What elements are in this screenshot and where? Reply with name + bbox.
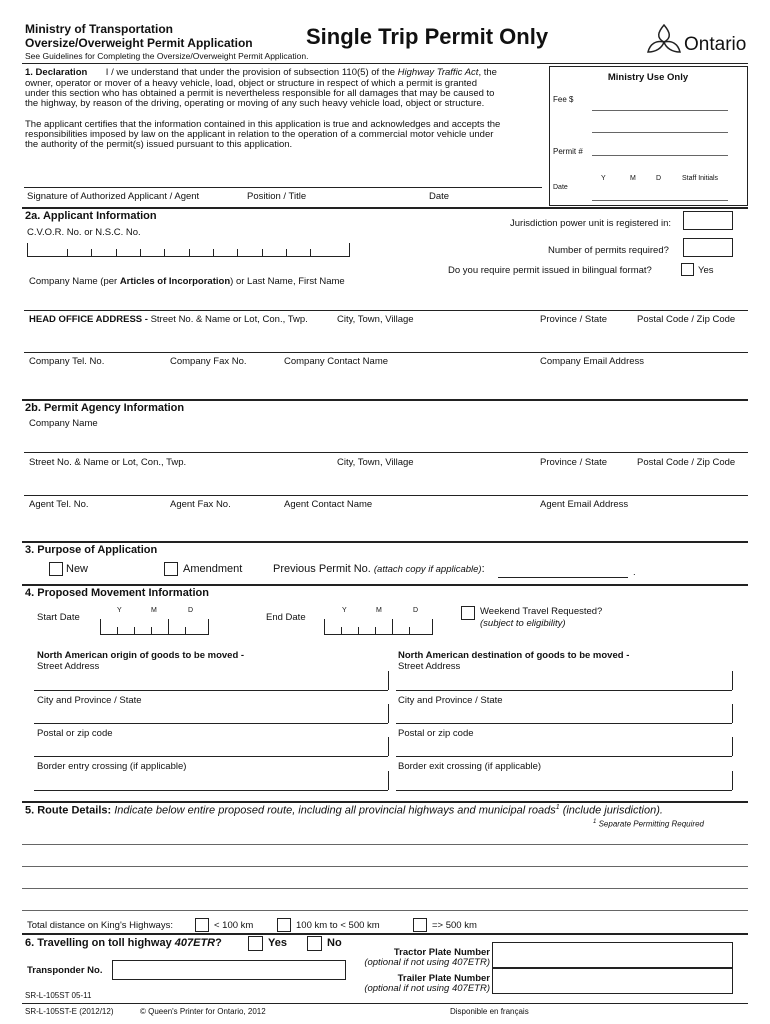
previous-permit-dot: . — [633, 567, 636, 578]
cvor-tick — [164, 249, 165, 257]
form-name: Oversize/Overweight Permit Application — [25, 36, 253, 50]
distance-100-500-label: 100 km to < 500 km — [296, 920, 380, 931]
tractor-plate-input[interactable] — [492, 942, 733, 968]
origin-field-input[interactable] — [34, 738, 388, 756]
eligibility-note: (subject to eligibility) — [480, 618, 566, 629]
agency-postal-label: Postal Code / Zip Code — [637, 457, 736, 468]
head-office-label: HEAD OFFICE ADDRESS - Street No. & Name or Lot, Con., Twp. — [29, 314, 308, 325]
destination-city-label: City and Province / State — [398, 695, 503, 706]
destination-field-input[interactable] — [396, 672, 732, 690]
ontario-logo — [644, 22, 747, 58]
fee-label: Fee $ — [553, 95, 574, 104]
origin-postal-label: Postal or zip code — [37, 728, 113, 739]
destination-heading: North American destination of goods to be moved - — [398, 650, 630, 661]
date-tick — [168, 619, 169, 635]
queens-printer: © Queen's Printer for Ontario, 2012 — [140, 1007, 266, 1016]
destination-street-label: Street Address — [398, 661, 461, 672]
weekend-travel-checkbox[interactable] — [461, 606, 475, 620]
num-permits-input[interactable] — [683, 238, 733, 257]
toll-yes-checkbox[interactable] — [248, 936, 263, 951]
amendment-label: Amendment — [183, 563, 243, 575]
bilingual-yes-label: Yes — [698, 265, 714, 276]
end-date-label: End Date — [266, 612, 306, 623]
declaration-line2: owner, operator or mover of a heavy vehicle, load, object or structure in respect of which a permit is granted — [25, 78, 478, 89]
agency-street-label: Street No. & Name or Lot, Con., Twp. — [29, 457, 187, 468]
ministry-m-label: M — [630, 175, 636, 182]
applicant-heading: 2a. Applicant Information — [25, 210, 157, 222]
form-code-old: SR-L-105ST 05-11 — [25, 991, 92, 1000]
french-available: Disponible en français — [450, 1007, 529, 1016]
end-m-label: M — [376, 607, 382, 614]
route-footnote: $^1$ Separate Permitting Required — [593, 819, 704, 829]
origin-street-label: Street Address — [37, 661, 100, 672]
origin-field-input[interactable] — [34, 705, 388, 723]
distance-over-500-checkbox[interactable] — [413, 918, 427, 932]
company-fax-label: Company Fax No. — [170, 356, 247, 367]
form-code: SR-L-105ST-E (2012/12) — [25, 1007, 114, 1016]
origin-city-label: City and Province / State — [37, 695, 142, 706]
agent-fax-label: Agent Fax No. — [170, 499, 231, 510]
cvor-tick — [262, 249, 263, 257]
start-d-label: D — [188, 607, 194, 614]
purpose-heading: 3. Purpose of Application — [25, 544, 158, 556]
origin-field-input[interactable] — [34, 772, 388, 790]
destination-postal-label: Postal or zip code — [398, 728, 474, 739]
cvor-tick — [116, 249, 117, 257]
certify-line1: The applicant certifies that the information contained in this application is true and acknowledges and accepts the — [25, 119, 501, 130]
date-label: Date — [429, 191, 450, 202]
cvor-tick — [189, 249, 190, 257]
certify-line2: responsibilities imposed by law on the applicant in relation to the operation of a commercial motor vehicle under — [25, 129, 494, 140]
cvor-tick — [27, 243, 28, 257]
destination-field-input[interactable] — [396, 772, 732, 790]
transponder-input[interactable] — [112, 960, 346, 980]
agent-tel-label: Agent Tel. No. — [29, 499, 89, 510]
date-tick — [151, 627, 152, 635]
cvor-input[interactable] — [27, 243, 349, 257]
ministry-y-label: Y — [601, 175, 606, 182]
cvor-tick — [349, 243, 350, 257]
permit-label: Permit # — [553, 147, 583, 156]
distance-over-500-label: => 500 km — [432, 920, 477, 931]
agency-address-input[interactable] — [24, 470, 744, 495]
previous-permit-input[interactable] — [498, 564, 628, 578]
jurisdiction-label: Jurisdiction power unit is registered in: — [510, 218, 672, 229]
tractor-plate-note: (optional if not using 407ETR) — [364, 957, 490, 968]
company-name-input[interactable] — [24, 290, 744, 310]
cvor-tick — [310, 249, 311, 257]
date-tick — [341, 627, 342, 635]
ministry-name: Ministry of Transportation — [25, 22, 174, 36]
date-tick — [208, 619, 209, 635]
toll-no-label: No — [327, 937, 342, 949]
cvor-label: C.V.O.R. No. or N.S.C. No. — [27, 227, 141, 238]
position-title-label: Position / Title — [247, 191, 307, 202]
date-tick — [134, 627, 135, 635]
toll-yes-label: Yes — [268, 937, 287, 949]
date-tick — [185, 627, 186, 635]
transponder-label: Transponder No. — [27, 965, 103, 976]
end-y-label: Y — [342, 607, 347, 614]
logo-text: Ontario — [684, 34, 747, 55]
head-office-province-label: Province / State — [540, 314, 608, 325]
page-title: Single Trip Permit Only — [306, 24, 549, 49]
ministry-use-title: Ministry Use Only — [607, 72, 689, 83]
date-tick — [375, 627, 376, 635]
previous-permit-label: Previous Permit No. (attach copy if applicable): — [273, 563, 485, 575]
border-exit-label: Border exit crossing (if applicable) — [398, 761, 542, 772]
company-tel-label: Company Tel. No. — [29, 356, 105, 367]
head-office-city-label: City, Town, Village — [337, 314, 414, 325]
agency-province-label: Province / State — [540, 457, 608, 468]
agency-company-input[interactable] — [24, 430, 744, 452]
movement-heading: 4. Proposed Movement Information — [25, 587, 209, 599]
cvor-tick — [286, 249, 287, 257]
cvor-tick — [91, 249, 92, 257]
date-tick — [392, 619, 393, 635]
origin-heading: North American origin of goods to be moved - — [37, 650, 245, 661]
start-m-label: M — [151, 607, 157, 614]
trailer-plate-label: Trailer Plate Number — [397, 973, 490, 984]
distance-100-500-checkbox[interactable] — [277, 918, 291, 932]
distance-under-100-label: < 100 km — [214, 920, 254, 931]
staff-initials-label: Staff Initials — [682, 175, 719, 182]
company-contact-row-input[interactable] — [24, 370, 744, 398]
agent-contact-label: Agent Contact Name — [284, 499, 373, 510]
route-heading: 5. Route Details: Indicate below entire proposed route, including all provincial highways and municipal roads$^1$ (include jurisdiction). — [25, 804, 663, 817]
guidelines-note: See Guidelines for Completing the Oversize/Overweight Permit Application. — [25, 51, 309, 61]
signature-label: Signature of Authorized Applicant / Agent — [27, 191, 200, 202]
new-label: New — [66, 563, 89, 575]
end-d-label: D — [413, 607, 419, 614]
date-tick — [117, 627, 118, 635]
cvor-tick — [213, 249, 214, 257]
company-contact-label: Company Contact Name — [284, 356, 389, 367]
date-tick — [358, 627, 359, 635]
route-details-input[interactable] — [22, 830, 748, 912]
agent-email-label: Agent Email Address — [540, 499, 629, 510]
declaration-line1: 1. Declaration I / we understand that under the provision of subsection 110(5) of the Highway Traffic Act, the — [25, 67, 497, 78]
date-tick — [100, 619, 101, 635]
certify-line3: the authority of the permit(s) issued pursuant to this application. — [25, 139, 293, 150]
distance-under-100-checkbox[interactable] — [195, 918, 209, 932]
start-date-label: Start Date — [37, 612, 80, 623]
signature-field[interactable] — [24, 163, 540, 187]
bilingual-checkbox[interactable] — [681, 263, 694, 276]
head-office-postal-label: Postal Code / Zip Code — [637, 314, 736, 325]
date-tick — [324, 619, 325, 635]
trillium-icon — [644, 22, 684, 56]
agency-company-label: Company Name — [29, 418, 98, 429]
agency-city-label: City, Town, Village — [337, 457, 414, 468]
ministry-use-box — [549, 66, 748, 206]
destination-field-input[interactable] — [396, 738, 732, 756]
weekend-travel-label: Weekend Travel Requested? — [480, 606, 603, 617]
trailer-plate-note: (optional if not using 407ETR) — [364, 983, 490, 994]
border-entry-label: Border entry crossing (if applicable) — [37, 761, 187, 772]
tractor-plate-label: Tractor Plate Number — [393, 947, 490, 958]
company-name-label: Company Name (per Articles of Incorporation) or Last Name, First Name — [29, 276, 345, 287]
head-office-address-input[interactable] — [24, 326, 744, 352]
toll-no-checkbox[interactable] — [307, 936, 322, 951]
cvor-tick — [140, 249, 141, 257]
num-permits-label: Number of permits required? — [548, 245, 669, 256]
start-y-label: Y — [117, 607, 122, 614]
ministry-date-label: Date — [553, 184, 568, 191]
amendment-checkbox[interactable] — [164, 562, 178, 576]
declaration-line4: the highway, by reason of the driving, operating or moving of any such heavy vehicle load, object or structure. — [25, 98, 485, 109]
distance-label: Total distance on King's Highways: — [27, 920, 173, 931]
agent-contact-row-input[interactable] — [24, 512, 744, 540]
toll-heading: 6. Travelling on toll highway 407ETR? — [25, 937, 222, 949]
declaration-line3: under this section who has obtained a permit is nevertheless responsible for all damages that may be caused to — [25, 88, 495, 99]
date-tick — [432, 619, 433, 635]
ministry-d-label: D — [656, 175, 662, 182]
bilingual-label: Do you require permit issued in bilingual format? — [448, 265, 652, 276]
date-tick — [409, 627, 410, 635]
company-email-label: Company Email Address — [540, 356, 645, 367]
destination-field-input[interactable] — [396, 705, 732, 723]
agency-heading: 2b. Permit Agency Information — [25, 402, 185, 414]
trailer-plate-input[interactable] — [492, 968, 733, 994]
jurisdiction-input[interactable] — [683, 211, 733, 230]
cvor-tick — [237, 249, 238, 257]
new-checkbox[interactable] — [49, 562, 63, 576]
cvor-tick — [67, 249, 68, 257]
origin-field-input[interactable] — [34, 672, 388, 690]
